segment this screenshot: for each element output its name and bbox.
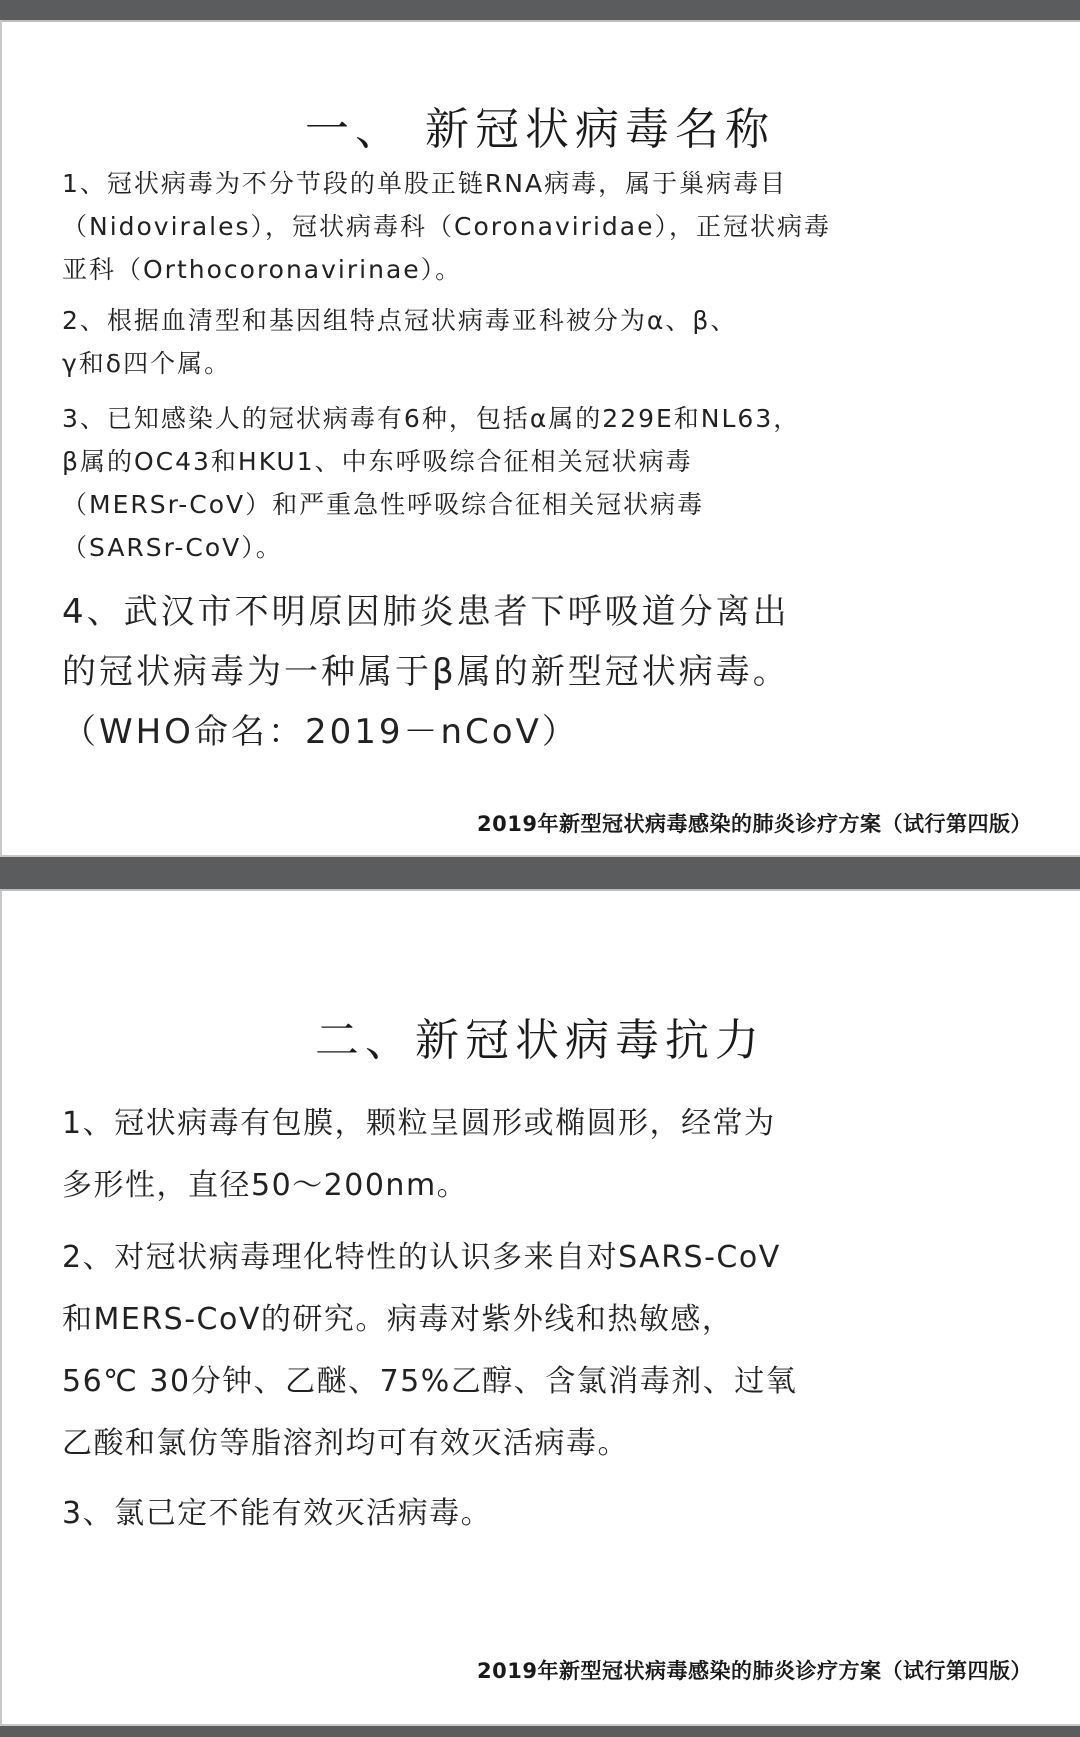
text-line: 1、冠状病毒有包膜，颗粒呈圆形或椭圆形，经常为 bbox=[62, 1106, 776, 1141]
slide-2-paragraph-3 bbox=[62, 1483, 1052, 1545]
text-line: 乙酸和氯仿等脂溶剂均可有效灭活病毒。 bbox=[62, 1426, 629, 1461]
slide-1-title: 一、 新冠状病毒名称 bbox=[305, 104, 775, 156]
top-separator-band bbox=[0, 0, 1080, 22]
text-line: （Nidovirales），冠状病毒科（Coronaviridae），正冠状病毒 bbox=[62, 212, 831, 241]
text-line: 和MERS-CoV的研究。病毒对紫外线和热敏感， bbox=[62, 1302, 734, 1337]
text-line: γ和δ四个属。 bbox=[62, 349, 232, 378]
text-line: 2、根据血清型和基因组特点冠状病毒亚科被分为α、β、 bbox=[62, 306, 738, 335]
text-line: 2、对冠状病毒理化特性的认识多来自对SARS-CoV bbox=[62, 1240, 781, 1275]
text-line: 3、已知感染人的冠状病毒有6种，包括α属的229E和NL63， bbox=[62, 404, 801, 433]
slide-2-title: 二、新冠状病毒抗力 bbox=[315, 1015, 765, 1067]
text-line: 多形性，直径50～200nm。 bbox=[62, 1168, 469, 1203]
bottom-separator-band bbox=[0, 1724, 1080, 1737]
text-line: β属的OC43和HKU1、中东呼吸综合征相关冠状病毒 bbox=[62, 447, 693, 476]
text-line: 4、武汉市不明原因肺炎患者下呼吸道分离出 bbox=[62, 592, 790, 632]
slide-1-paragraph-4 bbox=[62, 582, 1052, 762]
text-line: （WHO命名：2019－nCoV） bbox=[62, 712, 579, 752]
slide-1-source-footer: 2019年新型冠状病毒感染的肺炎诊疗方案（试行第四版） bbox=[477, 812, 1032, 836]
slide-2-paragraph-2 bbox=[62, 1227, 1052, 1475]
text-line: （SARSr-CoV）。 bbox=[62, 533, 283, 562]
slide-1-paragraph-1 bbox=[62, 162, 1052, 291]
text-line: 的冠状病毒为一种属于β属的新型冠状病毒。 bbox=[62, 652, 790, 692]
text-line: 56℃ 30分钟、乙醚、75%乙醇、含氯消毒剂、过氧 bbox=[62, 1364, 798, 1399]
slide-1-paragraph-2 bbox=[62, 299, 1052, 385]
slide-2 bbox=[0, 891, 1080, 1724]
slide-1-paragraph-3 bbox=[62, 397, 1052, 569]
text-line: 亚科（Orthocoronavirinae）。 bbox=[62, 255, 463, 284]
text-line: 1、冠状病毒为不分节段的单股正链RNA病毒，属于巢病毒目 bbox=[62, 169, 788, 198]
slide-1 bbox=[0, 22, 1080, 855]
slide-2-source-footer: 2019年新型冠状病毒感染的肺炎诊疗方案（试行第四版） bbox=[477, 1659, 1032, 1683]
text-line: （MERSr-CoV）和严重急性呼吸综合征相关冠状病毒 bbox=[62, 490, 705, 519]
slide-separator-band bbox=[0, 855, 1080, 891]
slide-2-paragraph-1 bbox=[62, 1093, 1052, 1217]
text-line: 3、氯己定不能有效灭活病毒。 bbox=[62, 1496, 493, 1531]
